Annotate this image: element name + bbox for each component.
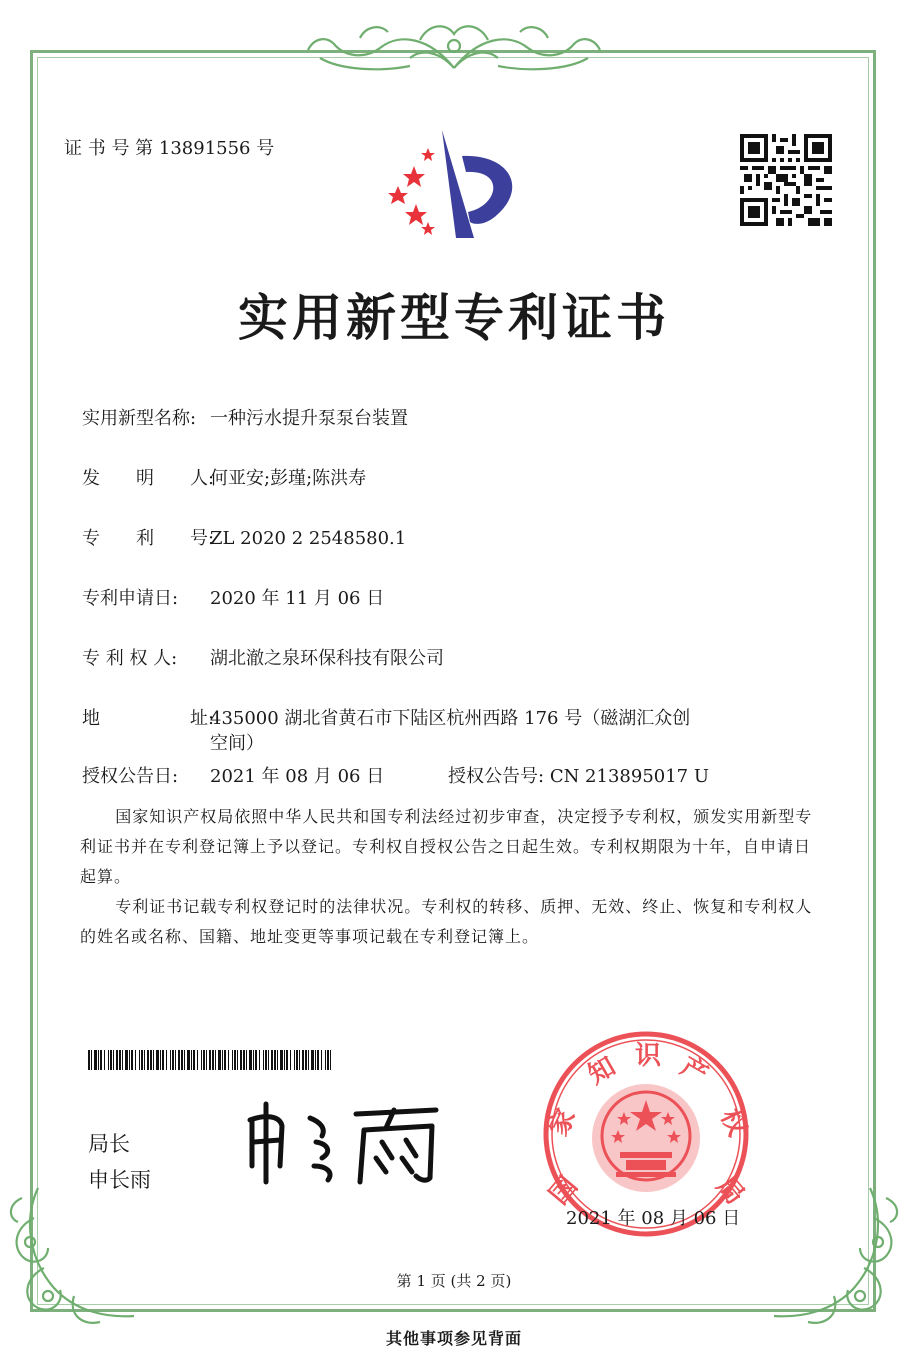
field-address [82, 704, 690, 730]
legal-paragraph-1: 国家知识产权局依照中华人民共和国专利法经过初步审查，决定授予专利权，颁发实用新型专利证书并在专利登记簿上予以登记。专利权自授权公告之日起生效。专利权期限为十年，自申请日起算。 [80, 807, 813, 886]
field-label: 授权公告日: [82, 766, 179, 787]
seal-char-2: 家 [543, 1104, 582, 1141]
field-label: 授权公告号: [448, 766, 545, 787]
seal-char-6: 权 [714, 1104, 752, 1141]
field-label: 专 利 号: [82, 528, 215, 549]
seal-char-3: 知 [583, 1051, 621, 1091]
qr-code [740, 134, 832, 226]
field-grant-date [82, 762, 384, 788]
field-value: 一种污水提升泵泵台装置 [210, 408, 408, 429]
field-label: 专利申请日: [82, 588, 179, 609]
legal-paragraph-2: 专利证书记载专利权登记时的法律状况。专利权的转移、质押、无效、终止、恢复和专利权人的姓名或名称、国籍、地址变更等事项记载在专利登记簿上。 [80, 897, 813, 946]
field-value: ZL 2020 2 2548580.1 [210, 528, 407, 549]
field-label: 专 利 权 人: [82, 648, 178, 669]
field-patentee [82, 644, 444, 670]
bottom-right-ornament [764, 1178, 904, 1328]
field-inventor [82, 464, 366, 490]
footer-note: 其他事项参见背面 [385, 1329, 522, 1348]
field-value: 2021 年 08 月 06 日 [210, 766, 385, 787]
seal-char-1: 国 [544, 1171, 584, 1211]
barcode [88, 1050, 334, 1070]
patent-office-logo [378, 126, 528, 242]
seal-char-7: 局 [710, 1171, 750, 1211]
field-label: 地 址: [82, 708, 215, 729]
top-ornament [300, 18, 608, 80]
signatory-name: 申长雨 [88, 1168, 151, 1192]
signatory-title: 局长 [88, 1132, 130, 1156]
seal-char-5: 产 [675, 1051, 713, 1091]
field-patent-number [82, 524, 406, 550]
field-value: 2020 年 11 月 06 日 [210, 588, 385, 609]
field-value: CN 213895017 U [549, 766, 710, 787]
page-number: 第 1 页 (共 2 页) [396, 1272, 512, 1290]
field-application-date [82, 584, 384, 610]
handwritten-signature [236, 1096, 456, 1188]
certificate-number: 证 书 号 第 13891556 号 [64, 138, 275, 159]
field-utility-name [82, 404, 408, 430]
field-value: 何亚安;彭瑾;陈洪寿 [210, 468, 367, 489]
field-label: 发 明 人: [82, 468, 215, 489]
field-label: 实用新型名称: [82, 408, 197, 429]
seal-date: 2021 年 08 月 06 日 [566, 1208, 741, 1229]
bottom-left-ornament [4, 1178, 144, 1328]
field-value: 湖北澈之泉环保科技有限公司 [210, 648, 444, 669]
seal-char-4: 识 [634, 1041, 662, 1071]
field-value: 435000 湖北省黄石市下陆区杭州西路 176 号（磁湖汇众创 [210, 708, 691, 729]
field-grant-number [448, 762, 709, 788]
field-address-line-2: 空间） [210, 733, 264, 754]
certificate-title: 实用新型专利证书 [238, 289, 670, 347]
